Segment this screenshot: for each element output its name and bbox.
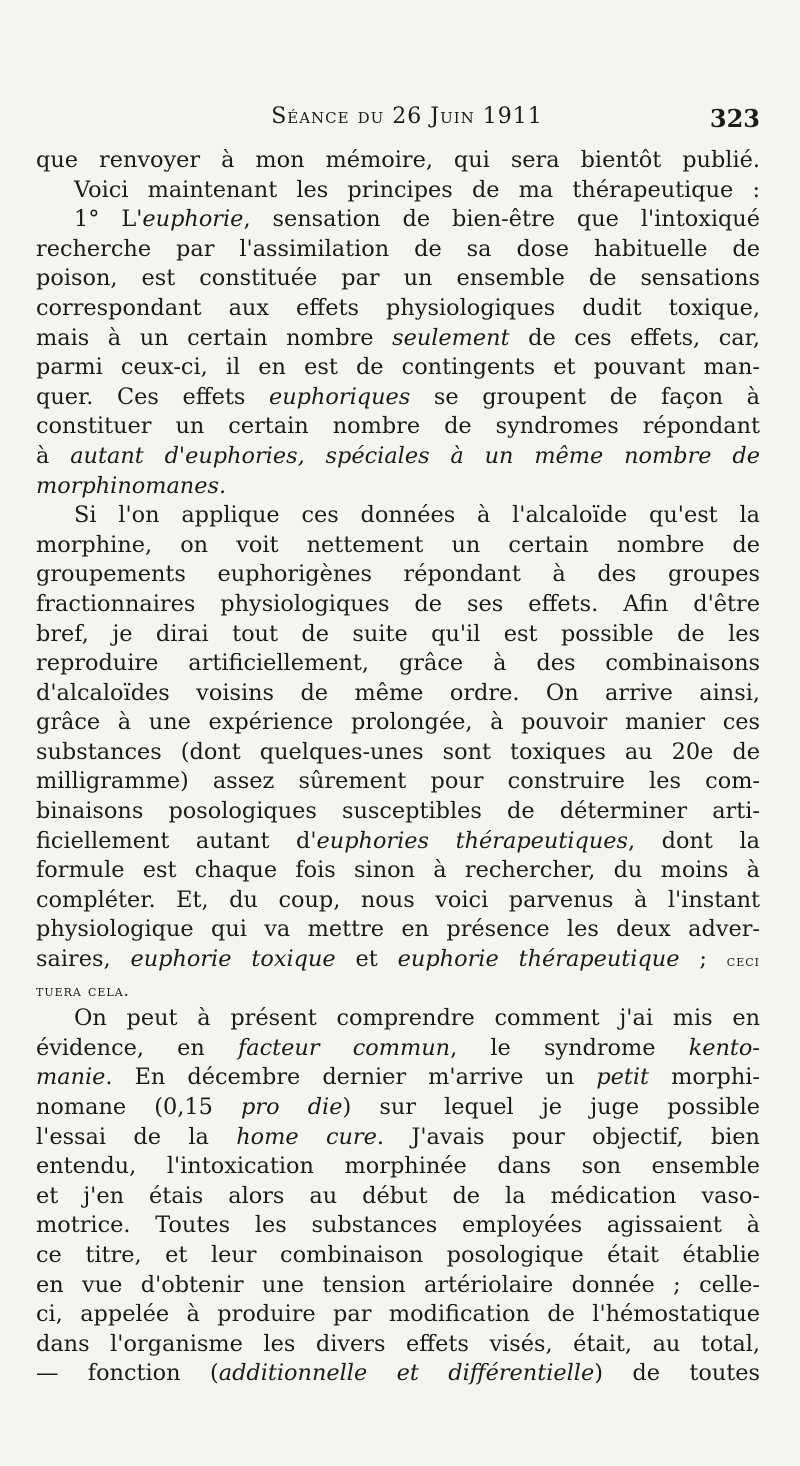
text-line [36,590,760,620]
page-header [34,104,760,134]
text-run: l'essai de la [36,1123,237,1150]
text-run: en vue d'obtenir une tension artériolaire donnée ; celle- [36,1271,760,1298]
text-run: et [335,946,398,973]
italic-run: autant d'euphories, spéciales à un même nombre de [70,442,760,469]
text-run: ce titre, et leur combinaison posologique était établie [36,1241,760,1268]
text-run: nomane (0,15 [36,1094,242,1120]
italic-run: petit [596,1064,650,1091]
smallcaps-run: ceci [726,951,761,971]
page-number: 323 [709,104,760,133]
running-head [34,104,760,129]
text-line [36,1330,760,1360]
italic-run: home cure [236,1123,377,1150]
text-line [36,1300,760,1330]
italic-run: seulement [392,324,510,351]
text-run: , sensation de bien-être que l'intoxiqué [243,206,760,233]
text-run: ; [679,946,727,973]
italic-run: pro die [241,1094,343,1120]
italic-run: euphorie [142,206,244,233]
text-line [36,1271,760,1301]
italic-run: morphinomanes. [36,472,227,499]
body-text [36,146,760,1389]
text-line [36,205,760,235]
text-line [36,472,760,502]
text-line [36,1063,760,1093]
text-run: ) sur lequel je juge possible [342,1094,760,1120]
text-run: physiologique qui va mettre en présence les deux adver- [36,916,760,943]
text-line [36,501,760,531]
text-run: motrice. Toutes les substances employées agissaient à [36,1212,760,1239]
text-line [36,679,760,709]
text-run: mais à un certain nombre [36,324,393,351]
italic-run: kento- [688,1034,760,1061]
text-run: quer. Ces effets [36,383,269,410]
text-line [36,383,760,413]
text-line [36,797,760,827]
text-line [36,235,760,265]
italic-run: euphorie thérapeutique [397,946,680,973]
italic-run: euphoriques [268,383,411,410]
italic-run: facteur commun [238,1034,451,1061]
running-head-part: 1911 [482,104,543,129]
text-run: grâce à une expérience prolongée, à pouvoir manier ces [36,709,760,736]
text-line [36,738,760,768]
text-run: poison, est constituée par un ensemble de sensations [36,265,760,292]
text-run: saires, [36,946,131,973]
italic-run: euphorie toxique [130,946,336,973]
text-run: recherche par l'assimilation de sa dose habituelle de [36,235,760,262]
text-line [36,975,760,1005]
text-line [36,176,760,206]
text-line [36,146,760,176]
text-line [36,767,760,797]
text-line [36,1034,760,1064]
running-head-part: 26 [392,104,423,129]
smallcaps-run: tuera cela. [36,980,130,1000]
text-line [36,1093,760,1123]
text-line [36,1182,760,1212]
text-run: 1° L' [74,206,143,233]
text-line [36,1123,760,1153]
text-run: Voici maintenant les principes de ma thérapeutique : [74,176,760,203]
text-line [36,353,760,383]
running-head-part: Juin [430,104,475,129]
italic-run: additionnelle et différentielle [218,1360,595,1387]
text-run: de ces effets, car, [509,324,760,351]
text-line [36,915,760,945]
text-run: . En décembre dernier m'arrive un [105,1064,597,1091]
text-run: , dont la [628,827,760,854]
text-run: reproduire artificiellement, grâce à des combinaisons [36,650,760,677]
text-run: ) de toutes [594,1360,760,1387]
text-line [36,945,760,975]
text-run: bref, je dirai tout de suite qu'il est possible de les [36,620,760,647]
text-run: évidence, en [36,1034,238,1061]
text-line [36,442,760,472]
text-run: constituer un certain nombre de syndromes répondant [36,413,760,440]
text-line [36,1211,760,1241]
text-run: dans l'organisme les divers effets visés, était, au total, [36,1330,760,1357]
text-line [36,856,760,886]
italic-run: manie [36,1064,106,1091]
text-run: formule est chaque fois sinon à rechercher, du moins à [36,857,760,884]
text-line [36,1241,760,1271]
text-run: parmi ceux-ci, il en est de contingents et pouvant man- [36,354,760,381]
text-run: milligramme) assez sûrement pour construire les com- [36,768,760,795]
text-line [36,1359,760,1389]
text-run: compléter. Et, du coup, nous voici parvenus à l'instant [36,886,760,913]
text-run: ficiellement autant d' [36,827,317,854]
text-run: correspondant aux effets physiologiques dudit toxique, [36,294,760,321]
text-run: entendu, l'intoxication morphinée dans son ensemble [36,1153,760,1180]
text-run: morphine, on voit nettement un certain nombre de [36,531,760,558]
text-line [36,708,760,738]
text-run: Si l'on applique ces données à l'alcaloïde qu'est la [74,502,760,529]
text-line [36,649,760,679]
text-line [36,620,760,650]
text-line [36,886,760,916]
text-run: — fonction ( [36,1360,219,1387]
italic-run: euphories thérapeutiques [316,827,628,854]
text-run: et j'en étais alors au début de la médication vaso- [36,1182,760,1209]
text-line [36,1004,760,1034]
text-line [36,827,760,857]
text-run: d'alcaloïdes voisins de même ordre. On arrive ainsi, [36,679,760,706]
text-run: substances (dont quelques-unes sont toxiques au 20e de [36,738,760,765]
text-run: morphi- [649,1064,760,1091]
text-run: fractionnaires physiologiques de ses effets. Afin d'être [36,590,760,617]
running-head-part: Séance du [271,104,385,129]
text-line [36,531,760,561]
text-run: binaisons posologiques susceptibles de déterminer arti- [36,798,760,825]
text-run: . J'avais pour objectif, bien [376,1123,760,1150]
text-line [36,324,760,354]
text-run: se groupent de façon à [410,383,760,410]
text-run: , le syndrome [450,1034,689,1061]
text-line [36,294,760,324]
text-run: ci, appelée à produire par modification de l'hémostatique [36,1301,760,1328]
text-line [36,560,760,590]
text-run: On peut à présent comprendre comment j'ai mis en [74,1005,760,1032]
text-line [36,412,760,442]
text-run: groupements euphorigènes répondant à des groupes [36,561,760,588]
text-run: que renvoyer à mon mémoire, qui sera bientôt publié. [36,147,760,173]
text-run: à [36,442,71,469]
text-line [36,1152,760,1182]
text-line [36,264,760,294]
